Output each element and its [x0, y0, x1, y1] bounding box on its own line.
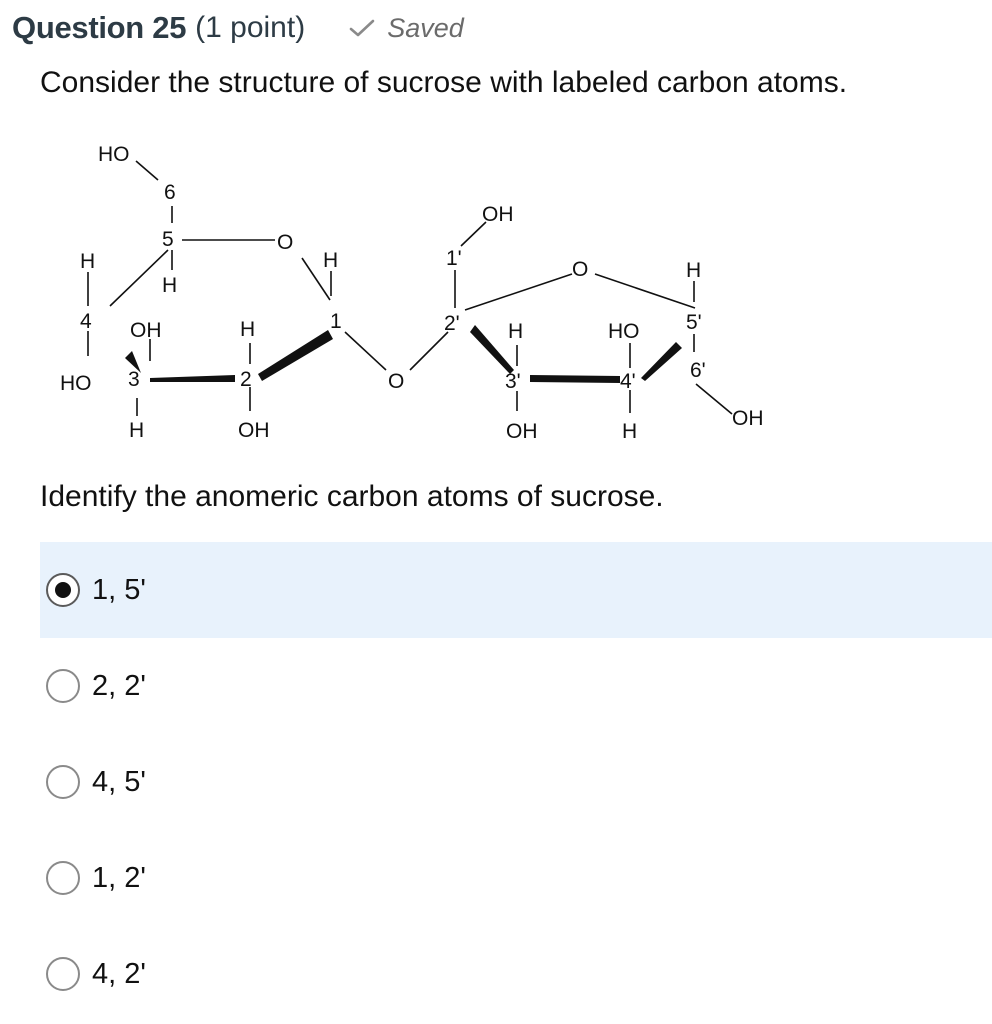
answer-label: 4, 5'	[92, 765, 146, 798]
label-h3: H	[129, 419, 145, 442]
label-c2p: 2'	[444, 312, 460, 335]
label-ho-left: HO	[60, 372, 92, 395]
label-h5: H	[162, 274, 178, 297]
radio-button[interactable]	[46, 861, 80, 895]
answer-label: 1, 5'	[92, 573, 146, 606]
radio-button-checked[interactable]	[46, 573, 80, 607]
sucrose-structure	[40, 128, 788, 462]
label-oh3p: OH	[506, 420, 538, 443]
label-oh2: OH	[238, 419, 270, 442]
answer-option-5[interactable]	[40, 926, 992, 1022]
label-c4p: 4'	[620, 370, 636, 393]
answer-list	[40, 542, 992, 1022]
label-c2: 2	[240, 368, 252, 391]
label-c1: 1	[330, 310, 342, 333]
label-c4: 4	[80, 310, 92, 333]
answer-label: 1, 2'	[92, 861, 146, 894]
answer-label: 2, 2'	[92, 669, 146, 702]
answer-option-2[interactable]	[40, 638, 992, 734]
saved-label: Saved	[387, 12, 464, 43]
radio-button[interactable]	[46, 957, 80, 991]
label-h4p: H	[622, 420, 638, 443]
label-c3p: 3'	[505, 370, 521, 393]
label-c3: 3	[128, 368, 140, 391]
label-ho4p: HO	[608, 320, 640, 343]
label-h5p: H	[686, 259, 702, 282]
label-o-ring2: O	[572, 258, 589, 281]
label-ho-top: HO	[98, 143, 130, 166]
label-oh-top: OH	[482, 203, 514, 226]
label-o-glyco: O	[388, 370, 405, 393]
question-points: (1 point)	[195, 11, 306, 44]
question-text: Identify the anomeric carbon atoms of sucrose.	[40, 480, 664, 513]
question-header	[12, 8, 464, 48]
label-c5p: 5'	[686, 311, 702, 334]
label-h1: H	[323, 249, 339, 272]
checkmark-icon	[349, 18, 375, 38]
saved-status	[349, 13, 464, 44]
answer-option-4[interactable]	[40, 830, 992, 926]
label-o-ring1: O	[277, 231, 294, 254]
label-c5: 5	[162, 228, 174, 251]
label-oh3: OH	[130, 319, 162, 342]
label-h-left: H	[80, 250, 96, 273]
label-c6: 6	[164, 181, 176, 204]
answer-option-3[interactable]	[40, 734, 992, 830]
radio-button[interactable]	[46, 765, 80, 799]
label-h2: H	[240, 318, 256, 341]
answer-option-1[interactable]	[40, 542, 992, 638]
label-c1p: 1'	[446, 247, 462, 270]
answer-label: 4, 2'	[92, 957, 146, 990]
label-oh6p: OH	[732, 407, 764, 430]
question-prompt: Consider the structure of sucrose with labeled carbon atoms.	[40, 66, 848, 99]
label-h3p: H	[508, 320, 524, 343]
radio-button[interactable]	[46, 669, 80, 703]
label-c6p: 6'	[690, 359, 706, 382]
question-title: Question 25	[12, 10, 187, 45]
